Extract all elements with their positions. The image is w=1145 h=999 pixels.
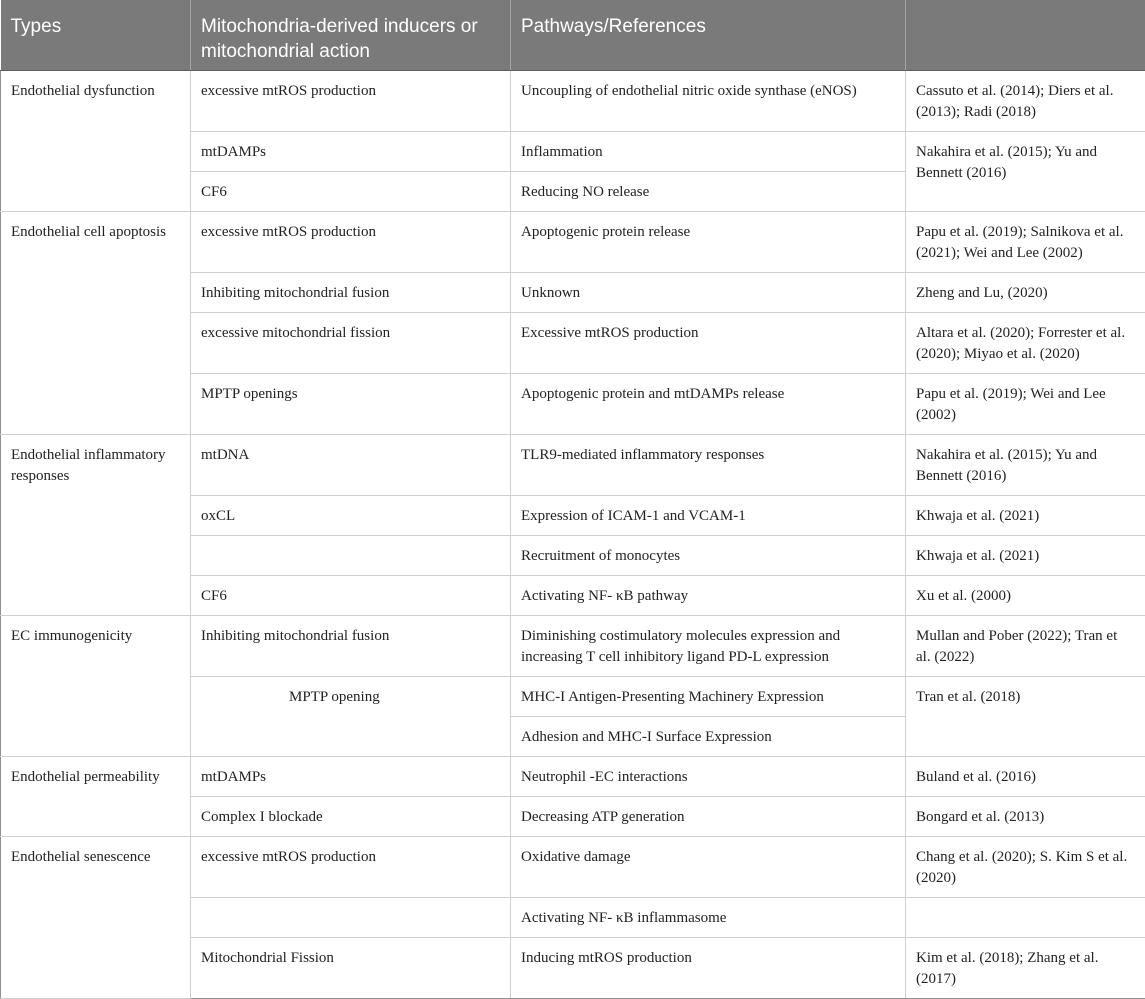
header-references [906, 0, 1145, 71]
reference-cell [906, 898, 1145, 938]
type-cell: EC immunogenicity [1, 616, 191, 757]
inducer-cell [191, 536, 511, 576]
inducer-cell: MPTP opening [191, 677, 511, 757]
inducer-cell: mtDNA [191, 435, 511, 496]
pathway-cell: Inducing mtROS production [511, 938, 906, 999]
type-cell: Endothelial cell apoptosis [1, 212, 191, 435]
header-pathways-references: Pathways/References [511, 0, 906, 71]
inducer-cell: MPTP openings [191, 374, 511, 435]
pathway-cell: Activating NF- κB pathway [511, 576, 906, 616]
pathway-cell: Excessive mtROS production [511, 313, 906, 374]
table-row [1, 71, 1145, 132]
inducer-cell: excessive mitochondrial fission [191, 313, 511, 374]
inducer-cell: excessive mtROS production [191, 837, 511, 898]
inducer-cell: oxCL [191, 496, 511, 536]
reference-cell: Kim et al. (2018); Zhang et al. (2017) [906, 938, 1145, 999]
inducer-cell: excessive mtROS production [191, 212, 511, 273]
inducer-cell: Complex I blockade [191, 797, 511, 837]
pathway-cell: Recruitment of monocytes [511, 536, 906, 576]
table-header [1, 0, 1145, 71]
pathway-cell: Uncoupling of endothelial nitric oxide synthase (eNOS) [511, 71, 906, 132]
type-cell: Endothelial permeability [1, 757, 191, 837]
table-row [1, 616, 1145, 677]
reference-cell: Mullan and Pober (2022); Tran et al. (2022) [906, 616, 1145, 677]
pathway-cell: Adhesion and MHC-I Surface Expression [511, 717, 906, 757]
pathway-cell: TLR9-mediated inflammatory responses [511, 435, 906, 496]
table-row [1, 837, 1145, 898]
reference-cell: Nakahira et al. (2015); Yu and Bennett (2016) [906, 132, 1145, 212]
pathway-cell: Unknown [511, 273, 906, 313]
table-row [1, 435, 1145, 496]
inducer-cell [191, 898, 511, 938]
inducer-cell: mtDAMPs [191, 757, 511, 797]
inducer-cell: excessive mtROS production [191, 71, 511, 132]
pathway-cell: Oxidative damage [511, 837, 906, 898]
pathway-cell: Activating NF- κB inflammasome [511, 898, 906, 938]
header-inducers: Mitochondria-derived inducers or mitochondrial action [191, 0, 511, 71]
reference-cell: Buland et al. (2016) [906, 757, 1145, 797]
type-cell: Endothelial inflammatory responses [1, 435, 191, 616]
inducer-cell: Inhibiting mitochondrial fusion [191, 273, 511, 313]
reference-cell: Zheng and Lu, (2020) [906, 273, 1145, 313]
reference-cell: Nakahira et al. (2015); Yu and Bennett (2016) [906, 435, 1145, 496]
pathway-cell: Expression of ICAM-1 and VCAM-1 [511, 496, 906, 536]
type-cell: Endothelial senescence [1, 837, 191, 999]
inducer-cell: Mitochondrial Fission [191, 938, 511, 999]
pathway-cell: Decreasing ATP generation [511, 797, 906, 837]
pathway-cell: Reducing NO release [511, 172, 906, 212]
reference-cell: Bongard et al. (2013) [906, 797, 1145, 837]
reference-cell: Cassuto et al. (2014); Diers et al. (2013); Radi (2018) [906, 71, 1145, 132]
pathway-cell: Apoptogenic protein release [511, 212, 906, 273]
inducer-cell: mtDAMPs [191, 132, 511, 172]
table-row [1, 757, 1145, 797]
table-body [1, 71, 1145, 999]
pathway-cell: Apoptogenic protein and mtDAMPs release [511, 374, 906, 435]
pathway-cell: Neutrophil -EC interactions [511, 757, 906, 797]
pathway-cell: Inflammation [511, 132, 906, 172]
reference-cell: Khwaja et al. (2021) [906, 496, 1145, 536]
type-cell: Endothelial dysfunction [1, 71, 191, 212]
reference-cell: Tran et al. (2018) [906, 677, 1145, 757]
reference-cell: Khwaja et al. (2021) [906, 536, 1145, 576]
reference-cell: Chang et al. (2020); S. Kim S et al. (2020) [906, 837, 1145, 898]
inducer-cell: CF6 [191, 576, 511, 616]
reference-cell: Xu et al. (2000) [906, 576, 1145, 616]
header-types: Types [1, 0, 191, 71]
inducer-cell: Inhibiting mitochondrial fusion [191, 616, 511, 677]
pathway-cell: MHC-I Antigen-Presenting Machinery Expression [511, 677, 906, 717]
pathway-cell: Diminishing costimulatory molecules expression and increasing T cell inhibitory ligand PD-L expression [511, 616, 906, 677]
reference-cell: Papu et al. (2019); Wei and Lee (2002) [906, 374, 1145, 435]
table-row [1, 212, 1145, 273]
header-row [1, 0, 1145, 71]
inducer-cell: CF6 [191, 172, 511, 212]
reference-cell: Altara et al. (2020); Forrester et al. (2020); Miyao et al. (2020) [906, 313, 1145, 374]
reference-cell: Papu et al. (2019); Salnikova et al. (2021); Wei and Lee (2002) [906, 212, 1145, 273]
